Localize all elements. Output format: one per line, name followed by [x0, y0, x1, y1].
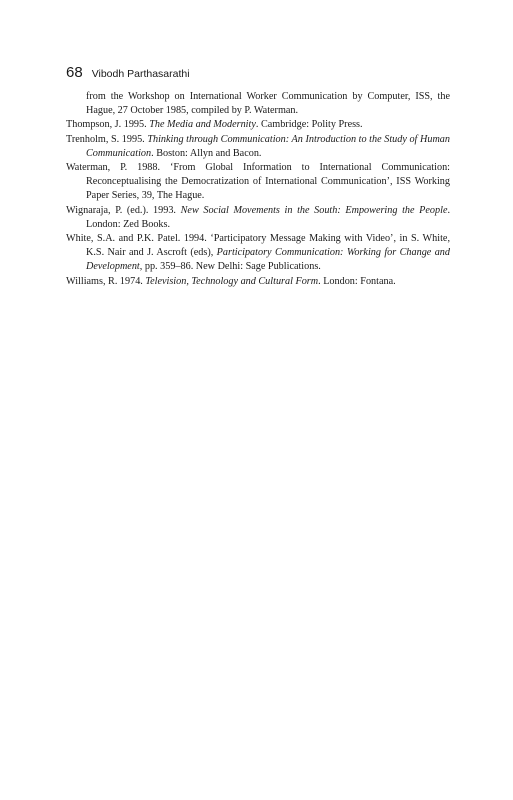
running-head: Vibodh Parthasarathi — [91, 68, 190, 80]
page-header — [66, 64, 450, 81]
reference-list — [66, 90, 450, 289]
reference-entry: Waterman, P. 1988. ‘From Global Information to International Communication: Reconceptualising the Democratization of International Communication’, ISS Working Paper Series, 39, The Hague. — [66, 162, 450, 202]
page-number: 68 — [66, 64, 83, 81]
reference-entry: Wignaraja, P. (ed.). 1993. New Social Movements in the South: Empowering the People. London: Zed Books. — [66, 204, 451, 230]
reference-entry: Williams, R. 1974. Television, Technology and Cultural Form. London: Fontana. — [66, 275, 396, 287]
book-page — [66, 64, 450, 289]
reference-entry: from the Workshop on International Worker Communication by Computer, ISS, the Hague, 27 October 1985, compiled by P. Waterman. — [86, 91, 450, 117]
reference-entry: Thompson, J. 1995. The Media and Modernity. Cambridge: Polity Press. — [66, 119, 363, 131]
reference-entry: White, S.A. and P.K. Patel. 1994. ‘Participatory Message Making with Video’, in S. White, K.S. Nair and J. Ascroft (eds), Participatory Communication: Working for Change and Development, pp. 359–86. New Delhi: Sage Publications. — [66, 233, 450, 273]
reference-entry: Trenholm, S. 1995. Thinking through Communication: An Introduction to the Study of Human Communication. Boston: Allyn and Bacon. — [66, 133, 450, 159]
